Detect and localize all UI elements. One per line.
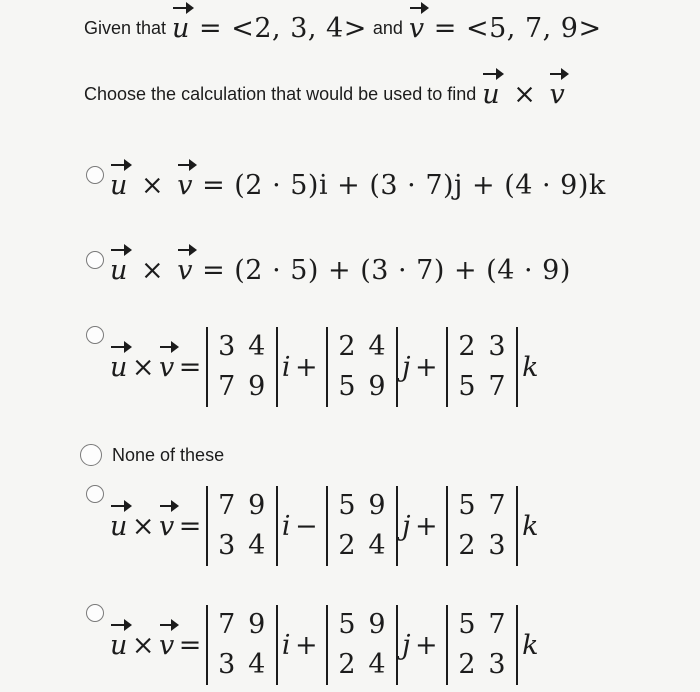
det-entry: 7 [218,609,236,640]
det-entry: 9 [248,371,266,402]
vector-v: v [549,78,566,110]
determinant-2 [326,605,398,685]
option-c[interactable] [86,322,539,412]
vector-v: v [177,254,193,286]
equals-sign: = [178,510,202,542]
radio-option-d[interactable] [80,444,102,466]
det-entry: 9 [368,490,387,521]
operator-plus: + [295,629,319,661]
option-f[interactable] [86,600,539,690]
unit-i: i [281,510,292,542]
det-entry: 5 [338,371,357,402]
det-entry: 2 [338,331,357,362]
det-entry: 2 [458,649,477,680]
option-b[interactable] [86,245,571,295]
option-a[interactable] [86,160,606,210]
det-entry: 5 [338,490,357,521]
det-entry: 5 [338,609,357,640]
vector-v: v [159,510,175,542]
det-entry: 4 [368,331,387,362]
determinant-2 [326,486,398,566]
given-prefix: Given that [84,17,167,38]
det-entry: 3 [218,331,236,362]
times-symbol: × [513,78,537,110]
determinant-1 [206,327,278,407]
times-symbol: × [140,254,165,286]
det-entry: 9 [248,490,266,521]
det-entry: 2 [338,649,357,680]
vector-u: u [482,78,501,110]
option-d-label: None of these [112,444,225,465]
operator-minus: − [295,510,319,542]
equals-sign: = [178,629,202,661]
times-symbol: × [131,629,156,661]
vector-v: v [159,629,175,661]
instruction-text: Choose the calculation that would be used to find [84,83,477,104]
equals-sign: = [178,351,202,383]
unit-j: j [402,629,412,661]
radio-option-e[interactable] [86,485,104,503]
unit-j: j [402,351,412,383]
det-entry: 7 [488,371,507,402]
times-symbol: × [131,351,156,383]
option-b-expression: = (2 · 5) + (3 · 7) + (4 · 9) [202,254,571,286]
vector-u: u [110,169,128,201]
det-entry: 7 [488,609,507,640]
u-value: = <2, 3, 4> [199,12,367,44]
determinant-3 [446,605,518,685]
vector-u: u [110,629,128,661]
det-entry: 9 [248,609,266,640]
vector-v: v [408,12,425,44]
vector-u: u [110,510,128,542]
unit-k: k [522,510,540,542]
operator-plus: + [415,629,439,661]
unit-i: i [281,351,292,383]
det-entry: 2 [338,530,357,561]
unit-k: k [522,351,540,383]
det-entry: 7 [488,490,507,521]
unit-j: j [402,510,412,542]
det-entry: 2 [458,331,477,362]
radio-option-c[interactable] [86,326,104,344]
det-entry: 7 [218,371,236,402]
det-entry: 9 [368,371,387,402]
det-entry: 4 [248,649,266,680]
unit-i: i [281,629,292,661]
determinant-2 [326,327,398,407]
det-entry: 5 [458,371,477,402]
det-entry: 7 [218,490,236,521]
vector-u: u [110,254,128,286]
det-entry: 3 [218,649,236,680]
radio-option-f[interactable] [86,604,104,622]
determinant-3 [446,327,518,407]
det-entry: 2 [458,530,477,561]
determinant-3 [446,486,518,566]
determinant-1 [206,486,278,566]
det-entry: 5 [458,490,477,521]
and-word: and [372,17,403,38]
det-entry: 3 [488,530,507,561]
det-entry: 5 [458,609,477,640]
option-a-expression: = (2 · 5)i + (3 · 7)j + (4 · 9)k [202,169,606,201]
times-symbol: × [140,169,165,201]
option-e[interactable] [86,481,539,571]
radio-option-a[interactable] [86,166,104,184]
det-entry: 3 [218,530,236,561]
vector-v: v [159,351,175,383]
instruction-line [84,74,565,114]
operator-plus: + [415,510,439,542]
operator-plus: + [415,351,439,383]
determinant-1 [206,605,278,685]
det-entry: 4 [368,530,387,561]
v-value: = <5, 7, 9> [433,12,602,44]
det-entry: 3 [488,331,507,362]
option-d[interactable] [80,441,224,469]
det-entry: 3 [488,649,507,680]
det-entry: 9 [368,609,387,640]
radio-option-b[interactable] [86,251,104,269]
det-entry: 4 [248,331,266,362]
operator-plus: + [295,351,319,383]
unit-k: k [522,629,540,661]
given-line [84,8,602,48]
vector-u: u [172,12,190,44]
vector-u: u [110,351,128,383]
times-symbol: × [131,510,156,542]
vector-v: v [177,169,193,201]
det-entry: 4 [248,530,266,561]
det-entry: 4 [368,649,387,680]
